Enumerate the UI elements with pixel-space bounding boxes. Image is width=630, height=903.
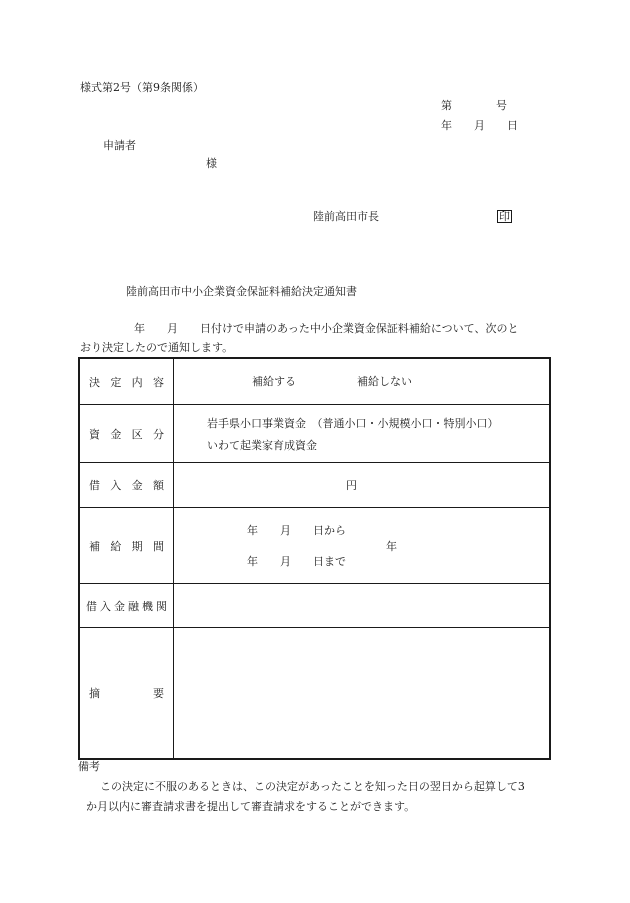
decision-yes-option[interactable]: 補給する — [252, 375, 296, 388]
label-fund-type: 資 金 区 分 — [79, 405, 174, 463]
honorific: 様 — [206, 157, 217, 170]
label-decision: 決 定 内 容 — [79, 358, 174, 405]
label-period: 補 給 期 間 — [79, 508, 174, 584]
value-decision — [174, 358, 551, 405]
period-from: 年 月 日から — [247, 524, 346, 537]
value-period[interactable] — [174, 508, 551, 584]
decision-table — [78, 357, 551, 760]
seal-mark: 印 — [499, 210, 510, 223]
period-to: 年 月 日まで — [247, 555, 346, 568]
value-bank[interactable] — [174, 584, 551, 628]
period-years: 年 — [386, 540, 397, 553]
applicant-label: 申請者 — [103, 139, 136, 152]
row-decision — [79, 358, 550, 405]
body-line-2: おり決定したので通知します。 — [80, 341, 234, 354]
notes-heading: 備考 — [78, 760, 100, 773]
notes-section — [78, 757, 558, 817]
notes-line-2: か月以内に審査請求書を提出して審査請求をすることができます。 — [86, 800, 416, 813]
fund-type-2: いわて起業家育成資金 — [207, 439, 317, 452]
label-amount: 借 入 金 額 — [79, 463, 174, 508]
notes-line-1: この決定に不服のあるときは、この決定があったことを知った日の翌日から起算して3 — [100, 780, 525, 793]
value-amount[interactable] — [174, 463, 551, 508]
row-fund-type — [79, 405, 550, 463]
fund-type-1: 岩手県小口事業資金 （普通小口・小規模小口・特別小口） — [207, 417, 499, 430]
value-remarks[interactable] — [174, 628, 551, 760]
document-title: 陸前高田市中小企業資金保証料補給決定通知書 — [126, 285, 357, 298]
row-remarks — [79, 628, 550, 760]
row-amount — [79, 463, 550, 508]
body-line-1: 年 月 日付けで申請のあった中小企業資金保証料補給について、次のと — [134, 322, 519, 335]
row-bank — [79, 584, 550, 628]
document-date: 年 月 日 — [441, 119, 518, 132]
label-bank: 借 入 金 融 機 関 — [79, 584, 174, 628]
row-period — [79, 508, 550, 584]
form-number: 様式第2号（第9条関係） — [80, 81, 204, 94]
issuer-name: 陸前高田市長 — [313, 210, 379, 223]
document-number: 第 号 — [441, 99, 507, 112]
value-fund-type — [174, 405, 551, 463]
amount-unit: 円 — [346, 479, 357, 492]
label-remarks: 摘 要 — [79, 628, 174, 760]
decision-no-option[interactable]: 補給しない — [357, 375, 412, 388]
